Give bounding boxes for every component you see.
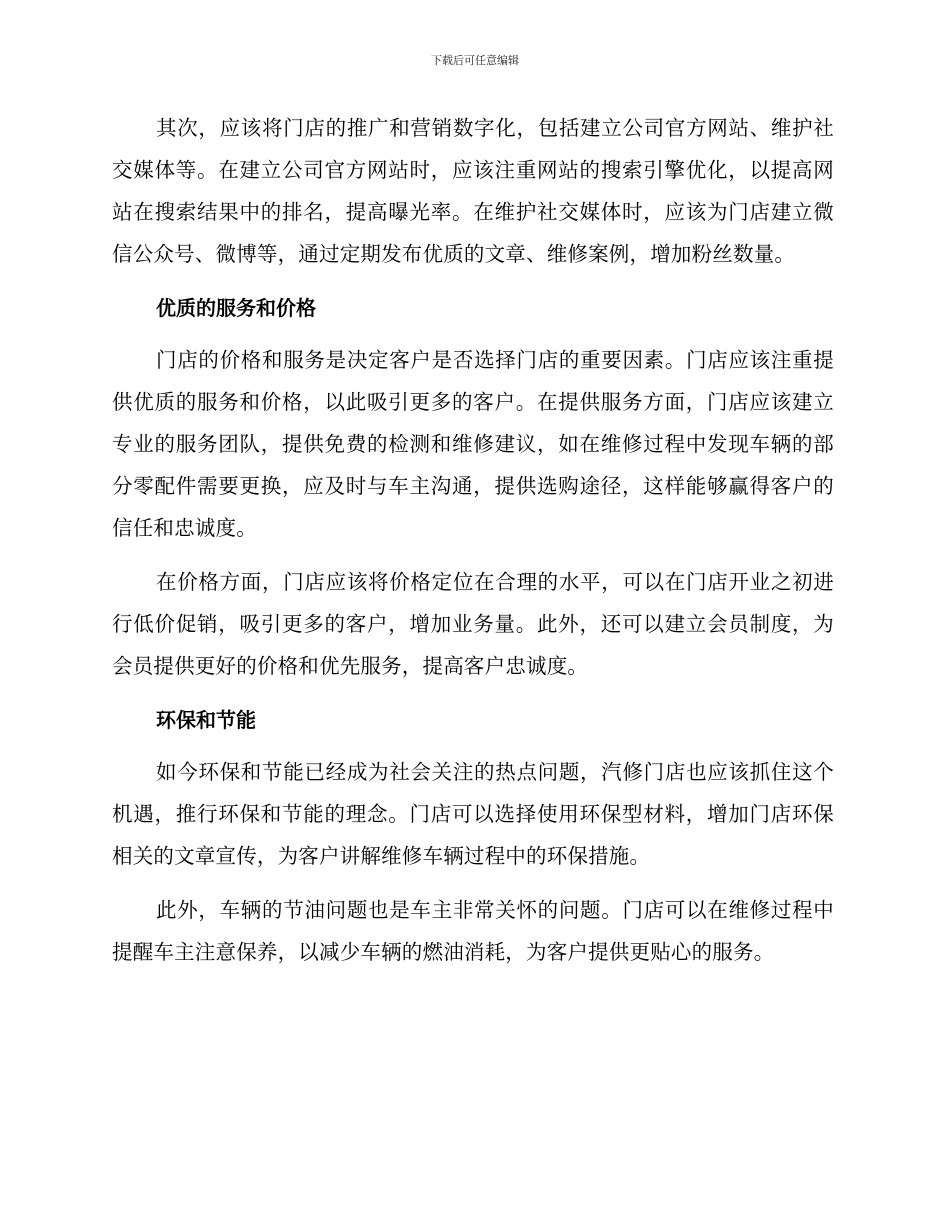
page-header: 下载后可任意编辑 [431, 54, 519, 67]
paragraph-service: 门店的价格和服务是决定客户是否选择门店的重要因素。门店应该注重提供优质的服务和价格，以此吸引更多的客户。在提供服务方面，门店应该建立专业的服务团队，提供免费的检测和维修建议，如在维修过程中发现车辆的部分零配件需要更换，应及时与车主沟通，提供选购途径，这样能够赢得客户的信任和忠诚度。 [112, 348, 834, 540]
paragraph-eco: 如今环保和节能已经成为社会关注的热点问题，汽修门店也应该抓住这个机遇，推行环保和节能的理念。门店可以选择使用环保型材料，增加门店环保相关的文章宣传，为客户讲解维修车辆过程中的环保措施。 [112, 760, 834, 868]
paragraph-fuel-saving: 此外，车辆的节油问题也是车主非常关怀的问题。门店可以在维修过程中提醒车主注意保养，以减少车辆的燃油消耗，为客户提供更贴心的服务。 [112, 898, 834, 964]
document-body [112, 107, 834, 985]
paragraph-price: 在价格方面，门店应该将价格定位在合理的水平，可以在门店开业之初进行低价促销，吸引更多的客户，增加业务量。此外，还可以建立会员制度，为会员提供更好的价格和优先服务，提高客户忠诚度。 [112, 570, 834, 678]
heading-service-and-price: 优质的服务和价格 [156, 296, 316, 320]
heading-eco-and-energy: 环保和节能 [156, 708, 256, 732]
paragraph-digital-marketing: 其次，应该将门店的推广和营销数字化，包括建立公司官方网站、维护社交媒体等。在建立公司官方网站时，应该注重网站的搜索引擎优化，以提高网站在搜索结果中的排名，提高曝光率。在维护社交媒体时，应该为门店建立微信公众号、微博等，通过定期发布优质的文章、维修案例，增加粉丝数量。 [112, 116, 834, 266]
